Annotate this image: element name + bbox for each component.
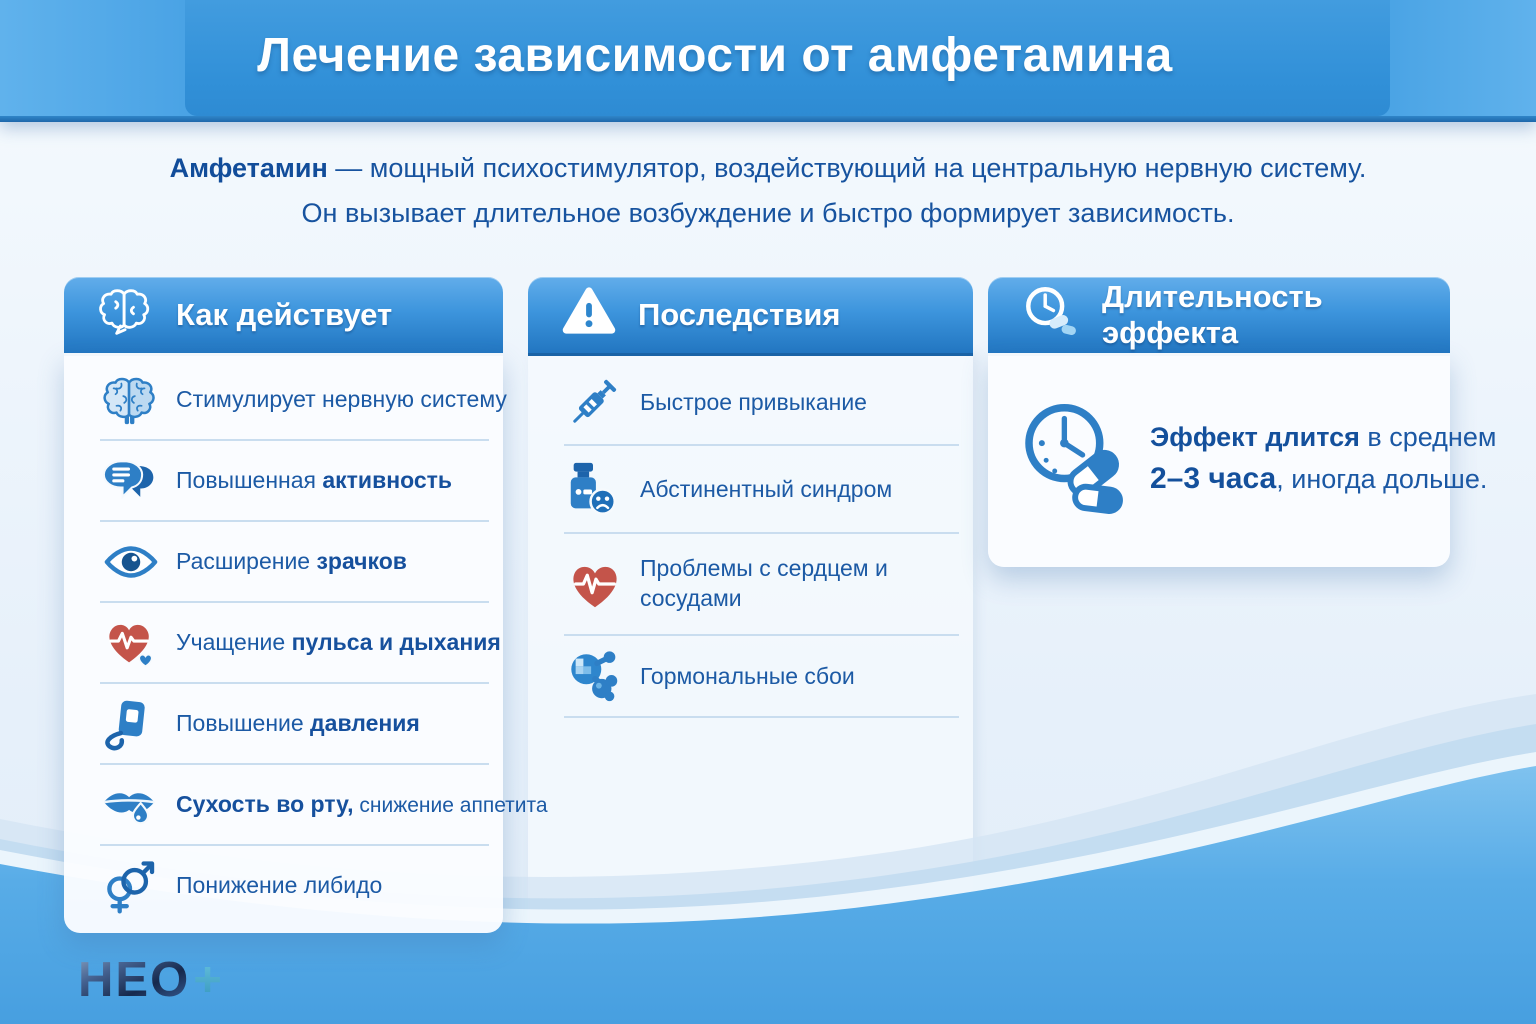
withdrawal-icon xyxy=(564,459,640,519)
eye-icon xyxy=(100,536,176,588)
list-item xyxy=(100,522,489,603)
card-consequences-header xyxy=(528,277,973,353)
card-consequences-title: Последствия xyxy=(638,297,841,332)
chat-bubbles-icon xyxy=(100,453,176,509)
card-duration-header xyxy=(988,277,1450,353)
card-how-title: Как действует xyxy=(176,297,393,332)
card-how-header xyxy=(64,277,503,353)
item-label: Абстинентный синдром xyxy=(640,475,893,502)
item-label: Повышенная активность xyxy=(176,467,453,493)
item-label: Проблемы с сердцем и сосудами xyxy=(640,555,888,611)
card-how-body xyxy=(64,353,548,933)
clock-capsules-icon xyxy=(1014,396,1134,521)
intro-lead: Амфетамин xyxy=(169,153,328,183)
list-item xyxy=(564,360,959,446)
item-label: Понижение либидо xyxy=(176,872,383,898)
list-item xyxy=(564,534,959,636)
plus-icon: + xyxy=(193,953,224,1007)
heart-problems-icon xyxy=(564,555,640,613)
intro-line-1: Амфетамин — мощный психостимулятор, воздействующий на центральную нервную систему. xyxy=(169,153,1367,183)
item-label: Стимулирует нервную систему xyxy=(176,386,507,412)
list-item xyxy=(564,446,959,534)
item-label: Сухость во рту, снижение аппетита xyxy=(176,791,548,817)
gender-icon xyxy=(100,855,176,917)
item-label: Повышение давления xyxy=(176,710,420,736)
duration-text: Эффект длится в среднем 2–3 часа, иногда дольше. xyxy=(1150,422,1497,495)
card-duration-title: Длительность эффекта xyxy=(1102,279,1323,350)
list-item xyxy=(100,765,548,846)
neo-plus-logo xyxy=(78,952,224,1008)
list-item xyxy=(100,846,489,925)
brain-outline-icon xyxy=(96,283,156,347)
duration-content xyxy=(1014,396,1496,521)
heart-pulse-icon xyxy=(100,614,176,672)
syringe-icon xyxy=(564,372,640,432)
header-band xyxy=(0,0,1536,122)
intro-line-2: Он вызывает длительное возбуждение и быстро формирует зависимость. xyxy=(301,198,1235,228)
warning-icon xyxy=(560,284,618,346)
logo-text: НЕО xyxy=(78,953,191,1007)
dry-mouth-icon xyxy=(100,777,176,833)
brain-icon xyxy=(100,371,176,429)
page-title: Лечение зависимости от амфетамина xyxy=(257,29,1173,82)
list-item xyxy=(100,360,507,441)
list-item xyxy=(100,441,489,522)
item-label: Гормональные сбои xyxy=(640,662,855,689)
list-item xyxy=(100,684,489,765)
item-label: Быстрое привыкание xyxy=(640,388,867,415)
clock-pills-icon xyxy=(1020,282,1082,348)
item-label: Учащение пульса и дыхания xyxy=(176,629,501,655)
blood-pressure-icon xyxy=(100,695,176,753)
intro-text xyxy=(0,146,1536,236)
item-label: Расширение зрачков xyxy=(176,548,407,574)
list-item xyxy=(100,603,501,684)
